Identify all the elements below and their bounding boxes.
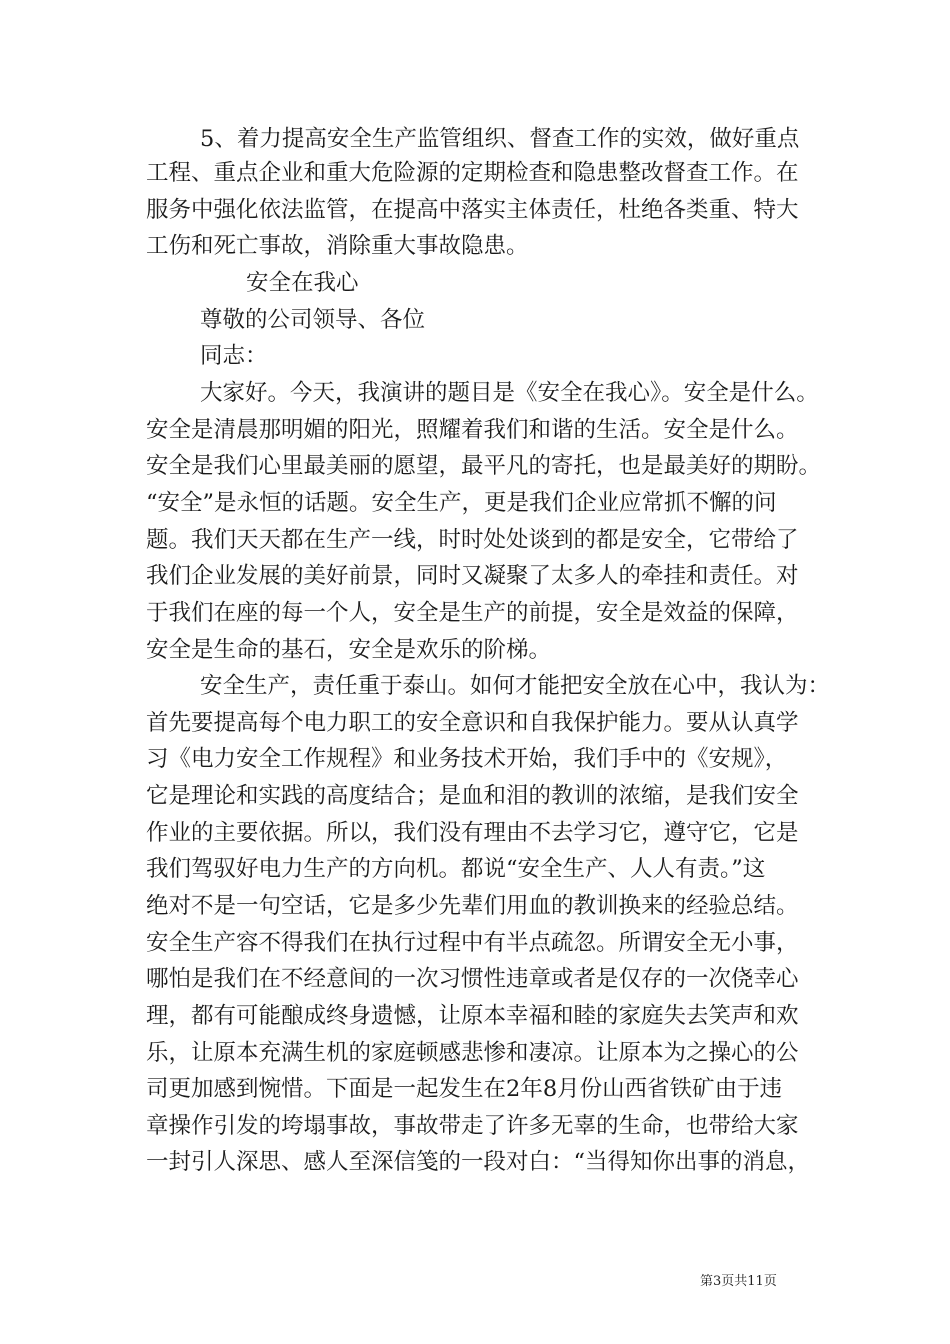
- text-line: 绝对不是一句空话，它是多少先辈们用血的教训换来的经验总结。: [146, 893, 799, 919]
- text-line: 我们企业发展的美好前景，同时又凝聚了太多人的牵挂和责任。对: [146, 563, 799, 589]
- section-title: 安全在我心: [246, 270, 359, 296]
- salutation-line: 尊敬的公司领导、各位: [200, 307, 426, 333]
- text-line: 一封引人深思、感人至深信笺的一段对白：“当得知你出事的消息，: [146, 1149, 811, 1175]
- text-line: 安全是清晨那明媚的阳光，照耀着我们和谐的生活。安全是什么。: [146, 417, 799, 443]
- text-line: 哪怕是我们在不经意间的一次习惯性违章或者是仅存的一次侥幸心: [146, 966, 799, 992]
- text-line: “安全”是永恒的话题。安全生产，更是我们企业应常抓不懈的问: [146, 490, 777, 516]
- text-line: 司更加感到惋惜。下面是一起发生在2年8月份山西省铁矿由于违: [146, 1076, 783, 1102]
- text-line: 作业的主要依据。所以，我们没有理由不去学习它，遵守它，它是: [146, 820, 799, 846]
- text-line: 题。我们天天都在生产一线，时时处处谈到的都是安全，它带给了: [146, 527, 799, 553]
- page-number: 第3页共11页: [700, 1274, 777, 1289]
- text-line: 服务中强化依法监管，在提高中落实主体责任，杜绝各类重、特大: [146, 197, 799, 223]
- text-line: 安全生产容不得我们在执行过程中有半点疏忽。所谓安全无小事，: [146, 930, 799, 956]
- text-line: 我们驾驭好电力生产的方向机。都说“安全生产、人人有责。”这: [146, 856, 766, 882]
- salutation-line: 同志：: [200, 343, 268, 369]
- text-line: 章操作引发的垮塌事故，事故带走了许多无辜的生命，也带给大家: [146, 1113, 799, 1139]
- text-line: 5、着力提高安全生产监管组织、督查工作的实效，做好重点: [200, 126, 800, 152]
- text-line: 安全生产，责任重于泰山。如何才能把安全放在心中，我认为：: [200, 673, 831, 699]
- text-line: 理，都有可能酿成终身遗憾，让原本幸福和睦的家庭失去笑声和欢: [146, 1003, 799, 1029]
- text-line: 习《电力安全工作规程》和业务技术开始，我们手中的《安规》，: [146, 746, 788, 772]
- text-line: 安全是生命的基石，安全是欢乐的阶梯。: [146, 637, 552, 663]
- text-line: 首先要提高每个电力职工的安全意识和自我保护能力。要从认真学: [146, 710, 799, 736]
- text-line: 大家好。今天，我演讲的题目是《安全在我心》。安全是什么。: [200, 380, 819, 406]
- text-line: 工程、重点企业和重大危险源的定期检查和隐患整改督查工作。在: [146, 160, 799, 186]
- text-line: 工伤和死亡事故，消除重大事故隐患。: [146, 233, 529, 259]
- text-line: 乐，让原本充满生机的家庭顿感悲惨和凄凉。让原本为之操心的公: [146, 1040, 799, 1066]
- text-line: 于我们在座的每一个人，安全是生产的前提，安全是效益的保障，: [146, 600, 799, 626]
- text-line: 安全是我们心里最美丽的愿望，最平凡的寄托，也是最美好的期盼。: [146, 453, 822, 479]
- text-line: 它是理论和实践的高度结合；是血和泪的教训的浓缩，是我们安全: [146, 783, 799, 809]
